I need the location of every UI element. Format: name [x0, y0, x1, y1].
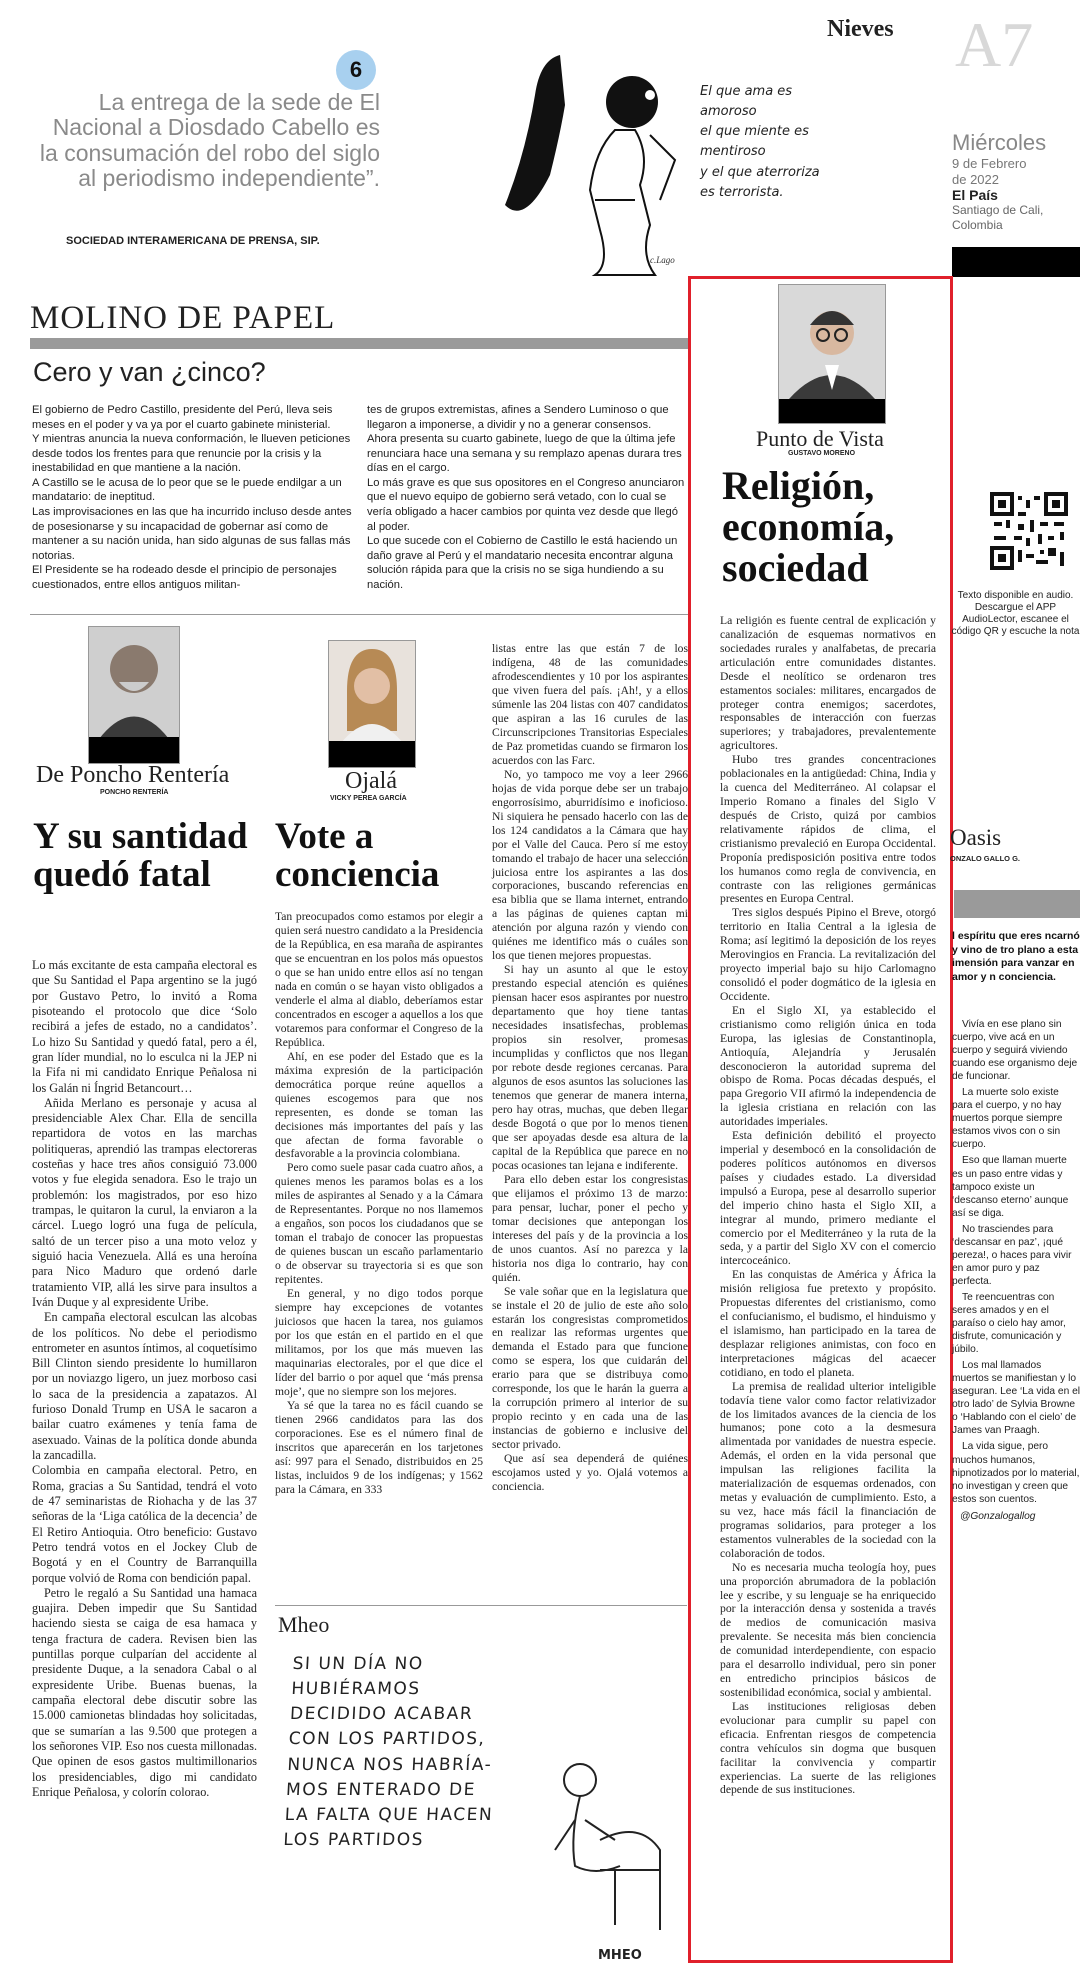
quote-badge: [336, 50, 376, 90]
author-poncho: PONCHO RENTERÍA: [100, 789, 169, 796]
top-cartoon-signature: c.Lago: [650, 255, 675, 265]
portrait-illustration: [779, 285, 885, 399]
article-paragraph: La religión es fuente central de explicación y canalización de esquemas normativos en sociedades rurales y analfabetas, de precaria articulación entre comunidades distantes. Desde el neolítico se ordenaron tres estamentos sociales: militares, encargados de proteger contra enemigos; sacerdotes, responsables de interacción con fuerzas superiores; y trabajadores, prevalentemente agricultores.: [720, 614, 936, 753]
article-paragraph: Lo más excitante de esta campaña electoral es que Su Santidad el Papa argentino se la jugó por Gustavo Petro, lo invitó a Roma pisoteando el protocolo que dice ‘Solo recibirá a jefes de estado, no a candidatos’. Lo hizo Su Santidad y quedó fatal, pero a él, gran líder mundial, no lo esculca ni la JEP ni la Fifa ni mi candidato Enrique Peñalosa ni los Galán ni Íngrid Betancourt…: [32, 958, 257, 1095]
author-vicky: VICKY PEREA GARCÍA: [330, 795, 407, 802]
article-paragraph: Para ello deben estar los congresistas que elijamos el próximo 13 de marzo: para pensar, luchar, poner el pecho y tomar decisiones que antepongan los intereses del país y de la provincia a los de unos cuantos. Así no parezca y la historia nos diga lo contrario, hay con quién.: [492, 1172, 688, 1284]
article-paragraph: Eso que llaman muerte es un paso entre vidas y tampoco existe un ‘descanso eterno’ aunque así se diga.: [952, 1155, 1069, 1219]
article-paragraph: Te reencuentras con seres amados y en el paraíso o cielo hay amor, disfrute, comunicación y júbilo.: [952, 1291, 1066, 1356]
section-name: Nieves: [827, 16, 894, 42]
photo-caption-bar: [89, 737, 179, 763]
article-paragraph: En el Siglo XI, ya establecido el cristianismo como religión única en toda Europa, las iglesias de Constantinopla, Antioquía, Alejandría y Jerusalén desconocieron la autoridad suprema del obispo de Roma. Pocas décadas después, el papa Gregorio VII afirmó la independencia de la iglesia cristiana en relación con las autoridades imperiales.: [720, 1003, 936, 1129]
article-paragraph: Pero como suele pasar cada cuatro años, a quienes menos les paramos bolas es a los miles de aspirantes al Senado y a la Cámara de Representantes. Porque no nos llamemos a engaños, son pocos los ciudadanos que se toman el trabajo de conocer las propuestas de quienes buscan un escaño parlamentario o de observar su trayectoria si es que son repitentes.: [275, 1161, 483, 1287]
article-paragraph: La premisa de realidad ulterior inteligible todavía tiene valor como factor relativizador de los limitados avances de la ciencia de los humanos; pone coto a la desmesura alimentada por vanidades de nuestra especie. Además, el orden en la vida personal que impulsan las religiones facilita la materialización de esquemas ordenados, con metas y evaluación de cumplimiento. Esto, a su vez, hace más fácil la financiación de programas solidarios, para proteger a los estamentos vulnerables de la sociedad con la colaboración de todos.: [720, 1379, 936, 1560]
section-rule: [30, 338, 690, 349]
quote-badge-number: 6: [349, 57, 363, 82]
author-photo-poncho: [88, 626, 180, 764]
article-paragraph: Tan preocupados como estamos por elegir a quien será nuestro candidato a la Presidencia de la República, en esa maraña de aspirantes que se encuentran en los polos más opuestos o que se han unido entre ellos así no tengan nada en común o se hayan visto obligados a venderle el alma al diablo, deberíamos estar concentrados en escoger a aquellos a los que votaremos para conformar el Congreso de la República.: [275, 910, 483, 1049]
editorial-paragraph: El gobierno de Pedro Castillo, presidente del Perú, lleva seis meses en el poder y va ya por el cuarto gabinete ministerial.: [32, 404, 333, 431]
oasis-grey-band: [954, 890, 1080, 918]
article-paragraph: Vivía en ese plano sin cuerpo, vive acá en un cuerpo y seguirá viviendo cuando ese organismo deje de funcionar.: [952, 1019, 1078, 1083]
top-cartoon-caption: El que ama es amoroso el que miente es mentiroso y el que aterroriza es terrorista.: [700, 84, 820, 200]
bottom-cartoon-title: Mheo: [278, 1612, 330, 1637]
article-paragraph: Si hay un asunto al que le estoy prestando especial atención es quiénes piensan hacer esos aspirantes por nuestro departamento que hoy tiene tantas necesidades insatisfechas, problemas propios sin resolver, promesas incumplidas y conflictos que nos llegan por rebote desde regiones cercanas. Para algunos de esos asuntos las soluciones las tenemos que generar de manera interna, pero hay otras, muchas, que deben llegar desde Bogotá o que por lo menos tienen que ser apoyadas desde esa altura de la capital de la República que parece en no pocas ocasiones tan lejana e indiferente.: [492, 963, 688, 1172]
article-paragraph: La vida sigue, pero muchos humanos, hipnotizados por lo material, no investigan y creen que estos son cuentos.: [952, 1441, 1080, 1505]
article-paragraph: En las conquistas de América y África la misión religiosa fue pretexto y propósito. Propuestas diferentes del cristianismo, como el confucianismo, el budismo, el hinduismo y el islamismo, han participado en la tarea de desplazar religiones animistas, con foco en interpretaciones mágicas del acaecer cotidiano, en todo el planeta.: [720, 1268, 936, 1379]
article-paragraph: listas entre las que están 7 de los indígena, 48 de las comunidades afrodescendientes y 10 por los aspirantes que viven fuera del país. ¡Ah!, y a ellos súmenle las 204 listas con 407 candidatos que aspiran a las 16 curules de las Circunscripciones Transitorias Especiales de Paz prometidas cuando se firmaron los acuerdos con las Farc.: [492, 642, 688, 767]
editorial-paragraph: El Presidente se ha rodeado desde el principio de personajes cuestionados, entre ellos antiguos militan-: [32, 564, 337, 591]
bottom-cartoon-text: SI UN DÍA NO HUBIÉRAMOS DECIDIDO ACABAR CON LOS PARTIDOS, NUNCA NOS HABRÍA- MOS ENTERADO DE LA FALTA QUE HACEN LOS PARTIDOS: [282, 1654, 494, 1851]
oasis-body: [952, 1018, 1080, 1523]
article-paragraph: No trasciendes para ‘descansar en paz’, ¡qué pereza!, o haces para vivir en amor puro y paz perfecta.: [952, 1223, 1072, 1287]
portrait-illustration: [329, 641, 415, 743]
author-gustavo: GUSTAVO MORENO: [788, 450, 856, 457]
editorial-paragraph: Y mientras anuncia la nueva conformación, le llueven peticiones desde todos los frentes para que renuncie por la crisis y la inestabilidad en que mantiene a la nación.: [32, 433, 351, 475]
article-paragraph: Colombia en campaña electoral. Petro, en Roma, gracias a Su Santidad, tendrá el voto de 47 seminaristas de Riohacha y de las 37 señoras de la ‘Liga católica de la decencia’ de El Retiro Antioquia. Otro beneficio: Gustavo Petro tendrá votos en el Jockey Club de Bogotá y en el Country de Barranquilla porque volvió de Roma con bendición papal.: [32, 1463, 257, 1585]
article-paragraph: En campaña electoral esculcan las alcobas de los políticos. No debe el periodismo entrometer en asuntos íntimos, al coquetísimo Bill Clinton siendo presidente lo humillaron por un noviazgo ligero, un juez morboso casi lo saca de la presidencia a zapatazos. Al furioso Donald Trump en USA le sacaron a bailar cuatro exámenes y tenía fama de asexuado. Vainas de la política donde abunda la zancadilla.: [32, 1310, 257, 1462]
editorial-paragraph: Lo más grave es que sus opositores en el Congreso anunciaron que el nuevo equipo de gobierno será vetado, con lo cual se vería obligado a hacer cambios por quinta vez desde que llegó al poder.: [367, 476, 685, 533]
date: 9 de Febrero de 2022: [952, 156, 1027, 187]
editorial-col-1: [32, 403, 352, 592]
article-paragraph: Los mal llamados muertos se manifiestan y lo aseguran. Lee ‘La vida en el otro lado’ de Sylvia Browne o ‘Hablando con el cielo’ de James van Praagh.: [952, 1360, 1080, 1437]
article-paragraph: Añida Merlano es personaje y acusa al presidenciable Alex Char. Ella de sencilla repartidora de votos en las marchas politiqueras, aprendió las trampas electoreras costeñas y hace tres años consiguió 73.000 votos y fue elegida senadora. Eso le trajo un problemón: los magistrados, por eso hizo trampas, le quitaron la curul, la enviaron a la cárcel. Luego logró una fuga de película, saltó de un tercer piso a una moto veloz y siguió hacia Venezuela. Allá es una heroína para Nico Maduro que ordenó darle tratamiento VIP, allá les sirve para insultos a Iván Duque y al expresidente Uribe.: [32, 1095, 257, 1309]
qr-caption: Texto disponible en audio. Descargue el APP AudioLector, escanee el código QR y escuche la nota: [951, 590, 1080, 637]
editorial-paragraph: A Castillo se le acusa de lo peor que se le puede endilgar a un mandatario: de ineptitud.: [32, 476, 342, 504]
oasis-handle[interactable]: @Gonzalogallog: [960, 1510, 1036, 1522]
feature-body: [720, 614, 936, 1797]
column-name-ojala: Ojalá: [345, 768, 397, 794]
column-name-oasis: Oasis: [950, 825, 1002, 850]
top-cartoon-drawing: [500, 40, 690, 280]
article-paragraph: Se vale soñar que en la legislatura que se instale el 20 de julio de este año solo estarán los congresistas comprometidos en realizar las reformas urgentes que demanda el Estado para que funcione como se espera, los que cuidarán del erario para que se distribuya como corresponde, los que le harán la guerra a la corrupción primero al interior de su propio recinto y en cada una de las instancias de gobierno e inclusive del sector privado.: [492, 1284, 688, 1452]
quote-source: SOCIEDAD INTERAMERICANA DE PRENSA, SIP.: [66, 235, 320, 247]
bottom-cartoon-drawing: [540, 1740, 688, 1940]
oasis-lead: l espíritu que eres ncarnó y vino de tro plano a esta imensión para vanzar en amor y n conciencia.: [952, 930, 1080, 983]
article-paragraph: Tres siglos después Pipino el Breve, otorgó territorio en Italia Central a la iglesia de Roma; así legitimó la deposición de los reyes Merovingios en Francia. La revitalización del proyecto imperial bajo su hijo Carlomagno consolidó el poder dogmático de la iglesia en Occidente.: [720, 906, 936, 1003]
day: Miércoles: [952, 130, 1047, 155]
article-paragraph: Petro le regaló a Su Santidad una hamaca guajira. Deben impedir que Su Santidad haciendo siesta se caiga de esa hamaca y tenga fractura de cadera. Revisen bien las puntillas porque culparían del accidente al presidente Duque, a la senadora Cabal o al expresidente Uribe. Buenas buenas, la campaña electoral debe discutir sobre las 15.000 camionetas blindadas hoy solicitadas, que se sumarían a las 9.500 que protegen a los señorones VIP. Eso nos cuesta millonadas. Que opinen de esos gastos multimillonarios los presidenciables, digo mi candidato Enrique Peñalosa, y colorín colorao.: [32, 1585, 257, 1799]
editorial-paragraph: tes de grupos extremistas, afines a Sendero Luminoso o que llegaron a imponerse, a dividir y no a generar consensos.: [367, 404, 669, 431]
quote-text: La entrega de la sede de El Nacional a Diosdado Cabello es la consumación del robo del siglo al periodismo independiente”.: [39, 89, 380, 191]
article-paragraph: Que así sea dependerá de quiénes escojamos usted y yo. Ojalá votemos a conciencia.: [492, 1452, 688, 1494]
article-paragraph: En general, y no digo todos porque siempre hay excepciones de votantes juiciosos que hacen la tarea, nos guiamos por los que están en el partido en el que militamos, por los que más mueven las maquinarias electorales, por el que dice el líder del barrio o por aquel que ‘más prensa moje’, que no siempre son los mejores.: [275, 1287, 483, 1398]
editorial-title: Cero y van ¿cinco?: [33, 357, 266, 387]
editorial-paragraph: Ahora presenta su cuarto gabinete, luego de que la última jefe renunciara hace una semana y su remplazo apenas durara tres días en el cargo.: [367, 433, 682, 475]
photo-caption-bar: [329, 741, 415, 767]
article-paragraph: Hubo tres grandes concentraciones poblacionales en la antigüedad: China, India y la cuenca del Mediterráneo. Al colapsar el Imperio Romano a finales del Siglo V después de Cristo, quizá por cambios relativamente rápidos de clima, el cristianismo prevaleció en Europa Occidental. Proponía predisposición positiva entre todos los humanos como regla de convivencia, en contraste con las religiones germánicas presentes en Europa Central.: [720, 753, 936, 906]
qr-code-icon[interactable]: [990, 492, 1068, 570]
photo-caption-bar: [779, 399, 885, 423]
article-paragraph: No es necesaria mucha teología hoy, pues una proporción abrumadora de la población lee y escribe, y su lenguaje se ha enriquecido por la interacción densa y sostenida a través de medios de comunicación masiva prevalente. Se necesita más bien conciencia de comunidad interdependiente, con espacio para el desarrollo individual, pero sin poner en entredicho principios básicos de sostenibilidad económica, social y ambiental.: [720, 1560, 936, 1699]
editorial-paragraph: Las improvisaciones en las que ha incurrido incluso desde antes de posesionarse y su incapacidad de gobernar así como de mantener a su nación unida, han sido algunas de sus fallas más notorias.: [32, 505, 352, 562]
article-paragraph: No, yo tampoco me voy a leer 2966 hojas de vida porque debe ser un trabajo engorrosísimo, aburridísimo e inoficioso. Ni siquiera he pensado hacerlo con las de los 124 candidatos a la Cámara que hay por el Valle del Cauca. Pero sí me estoy tomando el trabajo de hacer una selección juiciosa entre los aspirantes a las dos corporaciones, buscando referencias en esa biblia que se llama internet, entrando a las páginas de quienes captan mi atención por alguna razón y viendo con quiénes me identifico más o cuáles son los que tienen mejores propuestas.: [492, 767, 688, 963]
paper-name: El País: [952, 187, 998, 204]
author-photo-gustavo: [778, 284, 886, 424]
portrait-illustration: [89, 627, 179, 739]
page-code: A7: [955, 9, 1034, 80]
article-paragraph: Ya sé que la tarea no es fácil cuando se tienen 2966 candidatos para las dos corporaciones. Ese es el número final de inscritos que aparecerán en los tarjetones así: 997 para el Senado, distribuidos en 25 listas, incluidos 9 de los indígenas; y 1562 para la Cámara, en 333: [275, 1398, 483, 1496]
place: Santiago de Cali, Colombia: [952, 203, 1044, 232]
article-continuation: [492, 642, 688, 1494]
article-title-vicky: Vote a conciencia: [275, 816, 440, 895]
editorial-col-2: [367, 403, 687, 592]
editorial-divider: [30, 614, 690, 615]
article-paragraph: La muerte solo existe para el cuerpo, y no hay muertos porque siempre estamos vivos con o sin cuerpo.: [952, 1087, 1063, 1151]
section-title: MOLINO DE PAPEL: [30, 300, 336, 336]
bottom-cartoon-rule: [275, 1605, 687, 1606]
article-title-poncho: Y su santidad quedó fatal: [33, 816, 248, 895]
article-body-vicky: [275, 910, 483, 1497]
author-oasis: ONZALO GALLO G.: [950, 854, 1020, 863]
article-paragraph: Esta definición debilitó el proyecto imperial y desembocó en la consolidación de poderes políticos autónomos en diversos países y ciudades estado. La diversidad impulsó a Europa, pese al desarrollo superior del imperio chino hasta el Siglo XII, a integrar al mundo, primero mediante el comercio por el Mediterráneo y la ruta de la seda, y a partir del Siglo XV con el comercio intercoceánico.: [720, 1129, 936, 1268]
dateline: [952, 130, 1080, 232]
bottom-cartoon-signature: MHEO: [598, 1948, 642, 1963]
editorial-paragraph: Lo que sucede con el Cobierno de Castillo le está haciendo un daño grave al Perú y el mandatario necesita encontrar alguna solución rápida para que la crisis no se siga hundiendo a su nación.: [367, 535, 678, 591]
article-body-poncho: [32, 958, 257, 1800]
column-name-poncho: De Poncho Rentería: [36, 762, 230, 788]
article-paragraph: Ahí, en ese poder del Estado que es la máxima expresión de la participación democrática porque reúne aquellos a quienes escogemos para que nos representen, es donde se toman las decisiones más importantes del país y las que afectan de forma favorable o desfavorable a la provincia colombiana.: [275, 1049, 483, 1161]
column-name-punto: Punto de Vista: [756, 426, 884, 451]
feature-title: Religión, economía, sociedad: [722, 463, 895, 590]
article-paragraph: Las instituciones religiosas deben evolucionar para cumplir su papel con eficacia. Enfrentan riesgos de competencia contra vehículos sin dogma que busquen facilitar la convivencia y compartir experiencias. La suerte de las religiones depende de sus instituciones.: [720, 1699, 936, 1797]
masthead-black-bar: [952, 247, 1080, 277]
author-photo-vicky: [328, 640, 416, 768]
